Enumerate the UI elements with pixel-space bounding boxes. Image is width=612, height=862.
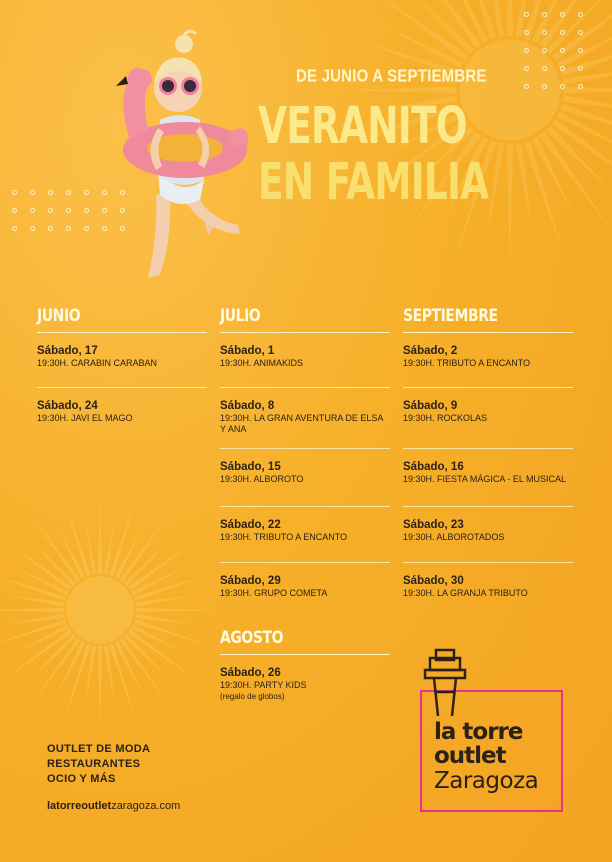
month-column-agosto	[220, 628, 390, 701]
dot	[560, 66, 565, 71]
dot	[30, 190, 35, 195]
event-date: Sábado, 16	[403, 461, 464, 473]
website-link[interactable]	[47, 800, 180, 812]
dot	[560, 12, 565, 17]
logo-line-2: outlet	[434, 743, 506, 769]
dot	[524, 48, 529, 53]
month-heading: SEPTIEMBRE	[403, 306, 573, 333]
sun-ray	[334, 87, 456, 93]
event-time-title: 19:30H. TRIBUTO A ENCANTO	[220, 532, 348, 542]
sunburst-decoration-bottom-left	[0, 490, 220, 730]
dot	[84, 208, 89, 213]
event-date: Sábado, 24	[37, 400, 98, 412]
event-date: Sábado, 8	[220, 400, 275, 412]
event-item	[220, 563, 390, 603]
event-item	[220, 655, 390, 701]
dot	[66, 190, 71, 195]
logo-line-1: la torre	[434, 719, 523, 745]
event-time-title: 19:30H. LA GRANJA TRIBUTO	[403, 588, 528, 598]
event-date: Sábado, 15	[220, 461, 281, 473]
title-line-2: EN FAMILIA	[258, 152, 489, 212]
child-with-flamingo-float-image	[100, 20, 270, 290]
event-date: Sábado, 1	[220, 345, 275, 357]
dot	[578, 48, 583, 53]
brand-logo	[434, 720, 584, 794]
dot	[48, 226, 53, 231]
event-time-title: 19:30H. LA GRAN AVENTURA DE ELSA Y ANA	[220, 413, 383, 434]
event-item	[403, 388, 573, 449]
month-column-junio	[37, 306, 207, 424]
dot	[30, 208, 35, 213]
event-date: Sábado, 9	[403, 400, 458, 412]
event-date: Sábado, 30	[403, 575, 464, 587]
dot	[578, 12, 583, 17]
dot-grid-top-right	[524, 12, 596, 102]
event-item	[37, 388, 207, 424]
dot	[524, 66, 529, 71]
title-line-1: VERANITO	[258, 96, 467, 156]
event-time-title: 19:30H. JAVI EL MAGO	[37, 413, 133, 423]
event-time-title: 19:30H. FIESTA MÁGICA - EL MUSICAL	[403, 474, 567, 484]
event-item	[220, 333, 390, 388]
dot	[578, 30, 583, 35]
dot	[524, 12, 529, 17]
dot	[12, 226, 17, 231]
month-heading: AGOSTO	[220, 628, 390, 655]
event-time-title: 19:30H. TRIBUTO A ENCANTO	[403, 358, 531, 368]
dot	[542, 48, 547, 53]
dot	[66, 208, 71, 213]
dot	[542, 84, 547, 89]
event-item	[403, 449, 573, 507]
event-time-title: 19:30H. GRUPO COMETA	[220, 588, 328, 598]
sun-ray	[0, 608, 64, 612]
services-list	[47, 742, 150, 787]
event-date: Sábado, 29	[220, 575, 281, 587]
event-date: Sábado, 26	[220, 667, 281, 679]
dot	[84, 190, 89, 195]
event-date: Sábado, 23	[403, 519, 464, 531]
service-tag: OCIO Y MÁS	[47, 773, 116, 785]
event-time-title: 19:30H. PARTY KIDS	[220, 680, 307, 690]
event-time-title: 19:30H. ANIMAKIDS	[220, 358, 304, 368]
page-title	[258, 98, 588, 210]
dot	[48, 208, 53, 213]
event-item	[220, 449, 390, 507]
dot	[542, 30, 547, 35]
event-note: (regalo de globos)	[220, 692, 285, 701]
event-item	[220, 507, 390, 563]
dot	[48, 190, 53, 195]
event-time-title: 19:30H. ALBOROTADOS	[403, 532, 505, 542]
sun-ray	[98, 646, 102, 728]
dot	[578, 66, 583, 71]
tower-icon	[422, 648, 468, 718]
date-range-subtitle: DE JUNIO A SEPTIEMBRE	[296, 66, 487, 87]
dot	[560, 30, 565, 35]
website-bold-part: latorreoutlet	[47, 800, 112, 812]
dot	[12, 190, 17, 195]
event-item	[403, 507, 573, 563]
event-item	[37, 333, 207, 388]
sun-ray	[507, 0, 513, 36]
service-tag: RESTAURANTES	[47, 758, 141, 770]
month-column-septiembre	[403, 306, 573, 599]
service-tag: OUTLET DE MODA	[47, 743, 151, 755]
dot	[30, 226, 35, 231]
month-column-julio	[220, 306, 390, 603]
website-rest-part: zaragoza.com	[111, 800, 181, 812]
dot	[84, 226, 89, 231]
month-heading: JUNIO	[37, 306, 207, 333]
event-item	[403, 333, 573, 388]
dot	[12, 208, 17, 213]
dot	[578, 84, 583, 89]
dot	[524, 30, 529, 35]
event-date: Sábado, 2	[403, 345, 458, 357]
event-time-title: 19:30H. ROCKOLAS	[403, 413, 488, 423]
event-date: Sábado, 22	[220, 519, 281, 531]
event-date: Sábado, 17	[37, 345, 98, 357]
sun-ray	[98, 492, 102, 574]
event-time-title: 19:30H. ALBOROTO	[220, 474, 304, 484]
event-item	[403, 563, 573, 599]
dot	[560, 48, 565, 53]
dot	[560, 84, 565, 89]
sun-ray	[136, 608, 218, 612]
event-item	[220, 388, 390, 449]
dot	[524, 84, 529, 89]
dot	[66, 226, 71, 231]
month-heading: JULIO	[220, 306, 390, 333]
dot	[542, 12, 547, 17]
dot	[542, 66, 547, 71]
event-time-title: 19:30H. CARABIN CARABAN	[37, 358, 158, 368]
logo-line-3: Zaragoza	[434, 768, 539, 794]
